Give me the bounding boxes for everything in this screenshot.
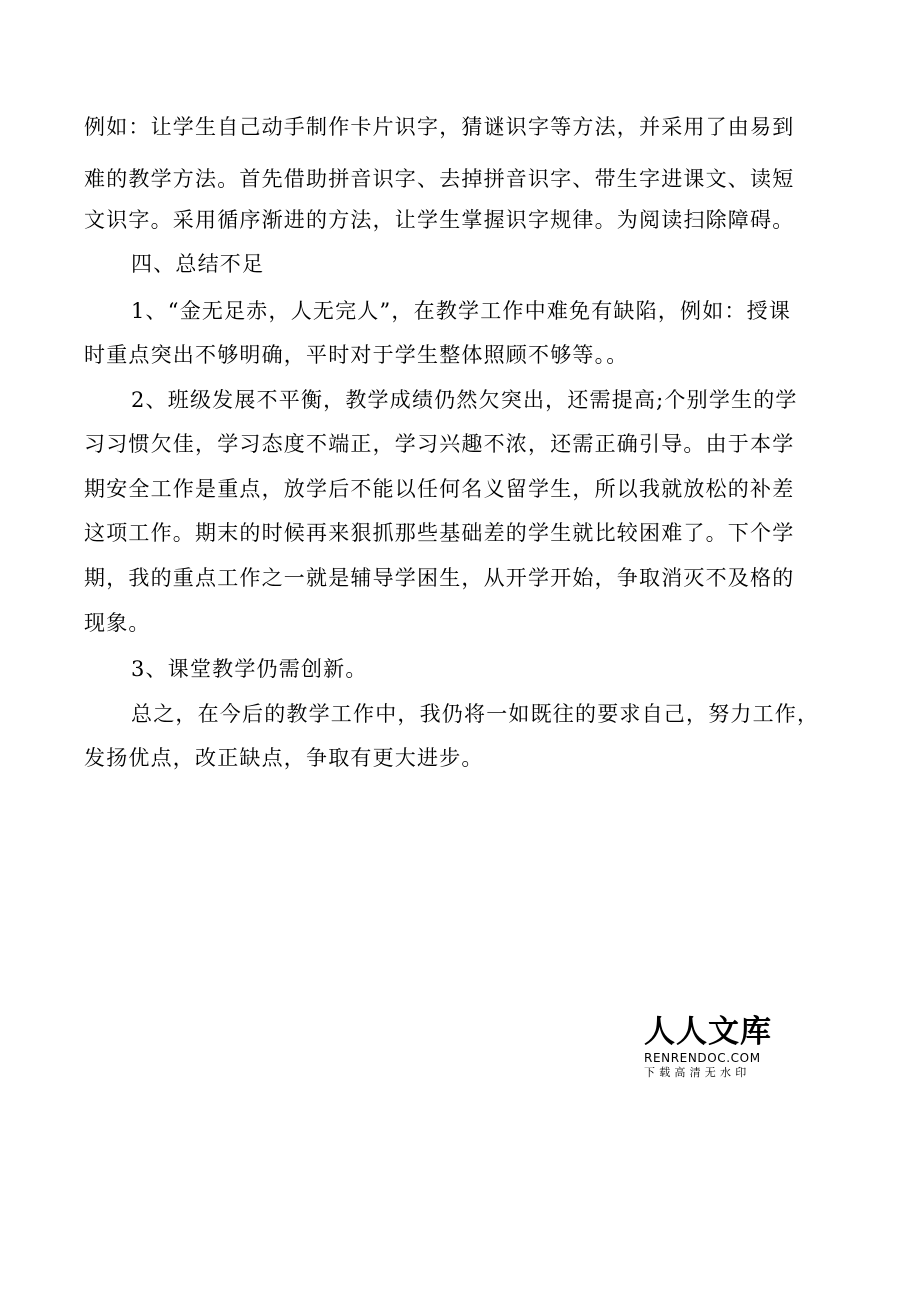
watermark-tagline: 下载高清无水印 xyxy=(644,1066,751,1079)
text-line: 1、“金无足赤，人无完人”，在教学工作中难免有缺陷，例如：授课 xyxy=(131,299,792,323)
text-line: 期，我的重点工作之一就是辅导学困生，从开学开始，争取消灭不及格的 xyxy=(84,566,795,590)
text-line: 发扬优点，改正缺点，争取有更大进步。 xyxy=(84,746,484,770)
text-line: 难的教学方法。首先借助拼音识字、去掉拼音识字、带生字进课文、读短 xyxy=(84,167,795,191)
section-heading: 四、总结不足 xyxy=(131,252,265,276)
text-line: 总之，在今后的教学工作中，我仍将一如既往的要求自己，努力工作， xyxy=(131,702,820,726)
text-line: 文识字。采用循序渐进的方法，让学生掌握识字规律。为阅读扫除障碍。 xyxy=(84,208,795,232)
text-line: 这项工作。期末的时候再来狠抓那些基础差的学生就比较困难了。下个学 xyxy=(84,521,795,545)
text-line: 习习惯欠佳，学习态度不端正，学习兴趣不浓，还需正确引导。由于本学 xyxy=(84,432,795,456)
text-line: 期安全工作是重点，放学后不能以任何名义留学生，所以我就放松的补差 xyxy=(84,477,795,501)
watermark-domain: RENRENDOC.COM xyxy=(644,1051,761,1065)
text-line: 时重点突出不够明确，平时对于学生整体照顾不够等。。 xyxy=(84,343,629,367)
watermark-title: 人人文库 xyxy=(644,1014,772,1050)
text-line: 2、班级发展不平衡，教学成绩仍然欠突出，还需提高;个别学生的学 xyxy=(131,388,798,412)
text-line: 例如：让学生自己动手制作卡片识字，猜谜识字等方法，并采用了由易到 xyxy=(84,115,795,139)
text-line: 3、课堂教学仍需创新。 xyxy=(131,657,368,681)
text-line: 现象。 xyxy=(84,611,151,635)
watermark-logo xyxy=(644,1014,776,1080)
